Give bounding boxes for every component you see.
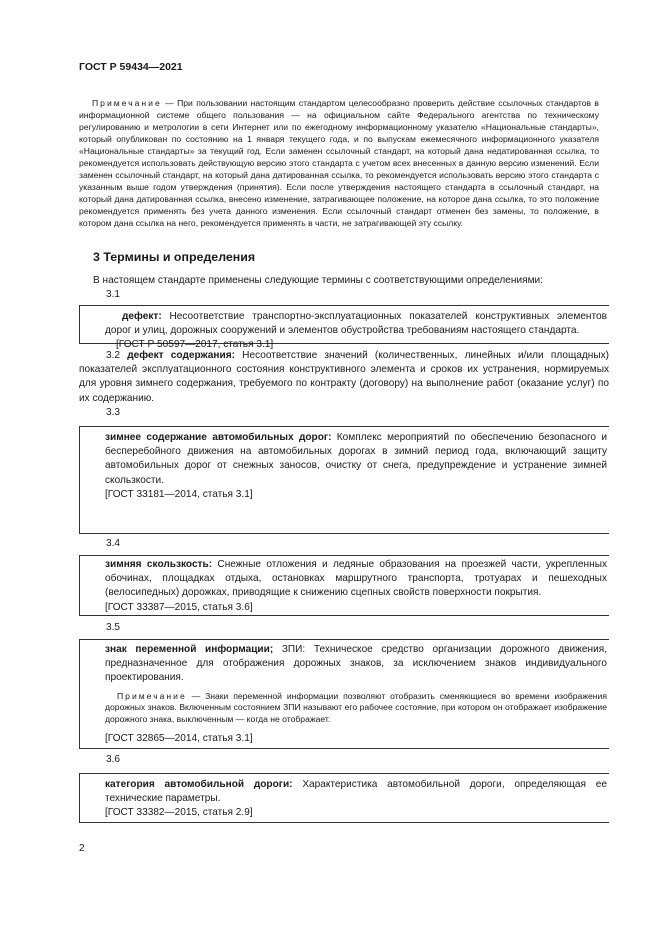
term-name: зимняя скользкость: [105,559,213,570]
term-note [80,691,609,726]
document-header: ГОСТ Р 59434—2021 [79,61,183,73]
term-definition [79,349,609,406]
term-box [79,305,609,351]
term-text: Снежные отложения и ледяные образования на проезжей части, укрепленных обочинах, площадках отдыха, остановках маршрутного транспорта, тротуарах и пешеходных (велосипедных) дорожках, приводящие к снижению сцепных свойств поверхности покрытия. [105,559,607,599]
term-text: Несоответствие значений (количественных, линейных и/или площадных) показателей эксплуатационного состояния конструктивного элемента и сроков их устранения, нормируемых для уровня зимнего содержания, требуемого по контракту (договору) на выполнение работ (оказание услуг) по их содержанию. [79,350,609,404]
term-text: Несоответствие транспортно-эксплуатационных показателей конструктивных элементов дорог и улиц, дорожных сооружений и элементов обустройства требованиям настоящего стандарта. [105,311,607,337]
term-number: 3.2 [106,350,121,361]
term-source: [ГОСТ 33382—2015, статья 2.9] [105,807,253,819]
term-definition [80,643,609,686]
term-definition [80,431,609,488]
term-text: Комплекс мероприятий по обеспечению безопасного и бесперебойного движения на автомобильных дорогах в зимний период года, включающий защиту автомобильных дорог от снежных заносов, очистку от снега, предупреждение и устранение зимней скользкости. [105,432,607,486]
note-text: — При пользовании настоящим стандартом целесообразно проверить действие ссылочных стандартов в информационной системе общего пользования — на официальном сайте Федерального агентства по техническому регулированию и метрологии в сети Интернет или по ежегодному информационному указателю «Национальные стандарты», который опубликован по состоянию на 1 января текущего года, и по выпускам ежемесячного информационного указателя «Национальные стандарты» за текущий год. Если заменен ссылочный стандарт, на который дана недатированная ссылка, то рекомендуется использовать действующую версию этого стандарта с учетом всех внесенных в данную версию изменений. Если заменен ссылочный стандарт, на который дана датированная ссылка, то рекомендуется использовать версию этого стандарта с указанным выше годом утверждения (принятия). Если после утверждения настоящего стандарта в ссылочный стандарт, на который дана датированная ссылка, внесено изменение, затрагивающее положение, на которое дана ссылка, то это положение рекомендуется применять без учета данного изменения. Если ссылочный стандарт отменен без замены, то положение, в котором дана ссылка на него, рекомендуется применять в части, не затрагивающей эту ссылку. [79,98,599,228]
section-intro: В настоящем стандарте применены следующие термины с соответствующими определениями: [93,275,543,286]
term-text: Характеристика автомобильной дороги, определяющая ее технические параметры. [105,779,607,805]
reference-note [79,98,599,229]
term-text: ЗПИ: Техническое средство организации дорожного движения, предназначенное для отображения дорожных знаков, за исключением знаков индивидуального проектирования. [105,644,607,684]
page-number: 2 [79,843,85,854]
term-box [79,426,609,534]
term-definition [80,310,609,338]
term-number: 3.1 [106,289,121,300]
term-definition [80,558,609,601]
term-name: дефект: [122,311,162,322]
term-number: 3.3 [106,407,121,418]
section-heading: 3 Термины и определения [93,250,256,264]
term-name: знак переменной информации; [105,644,274,655]
term-source: [ГОСТ 32865—2014, статья 3.1] [105,733,253,744]
term-name: зимнее содержание автомобильных дорог: [105,432,332,443]
note-label: Примечание [117,690,187,701]
term-box [79,555,609,616]
term-number: 3.4 [106,538,121,549]
term-box [79,639,609,749]
term-box [79,773,609,823]
term-source: [ГОСТ 33387—2015, статья 3.6] [105,601,253,613]
term-name: дефект содержания: [127,350,235,361]
note-text: — Знаки переменной информации позволяют отобразить сменяющиеся во времени изображения дорожных знаков. Включенным состоянием ЗПИ называют его рабочее состояние, при котором он отображает изображение дорожного знака, выключенным — когда не отображает. [105,690,607,725]
term-source: [ГОСТ Р 50597—2017, статья 3.1] [116,339,274,351]
term-number: 3.5 [106,622,121,633]
term-number: 3.6 [106,754,121,765]
term-definition [80,778,609,806]
note-label: Примечание [92,98,162,108]
term-name: категория автомобильной дороги: [105,779,293,790]
term-source: [ГОСТ 33181—2014, статья 3.1] [105,488,253,500]
